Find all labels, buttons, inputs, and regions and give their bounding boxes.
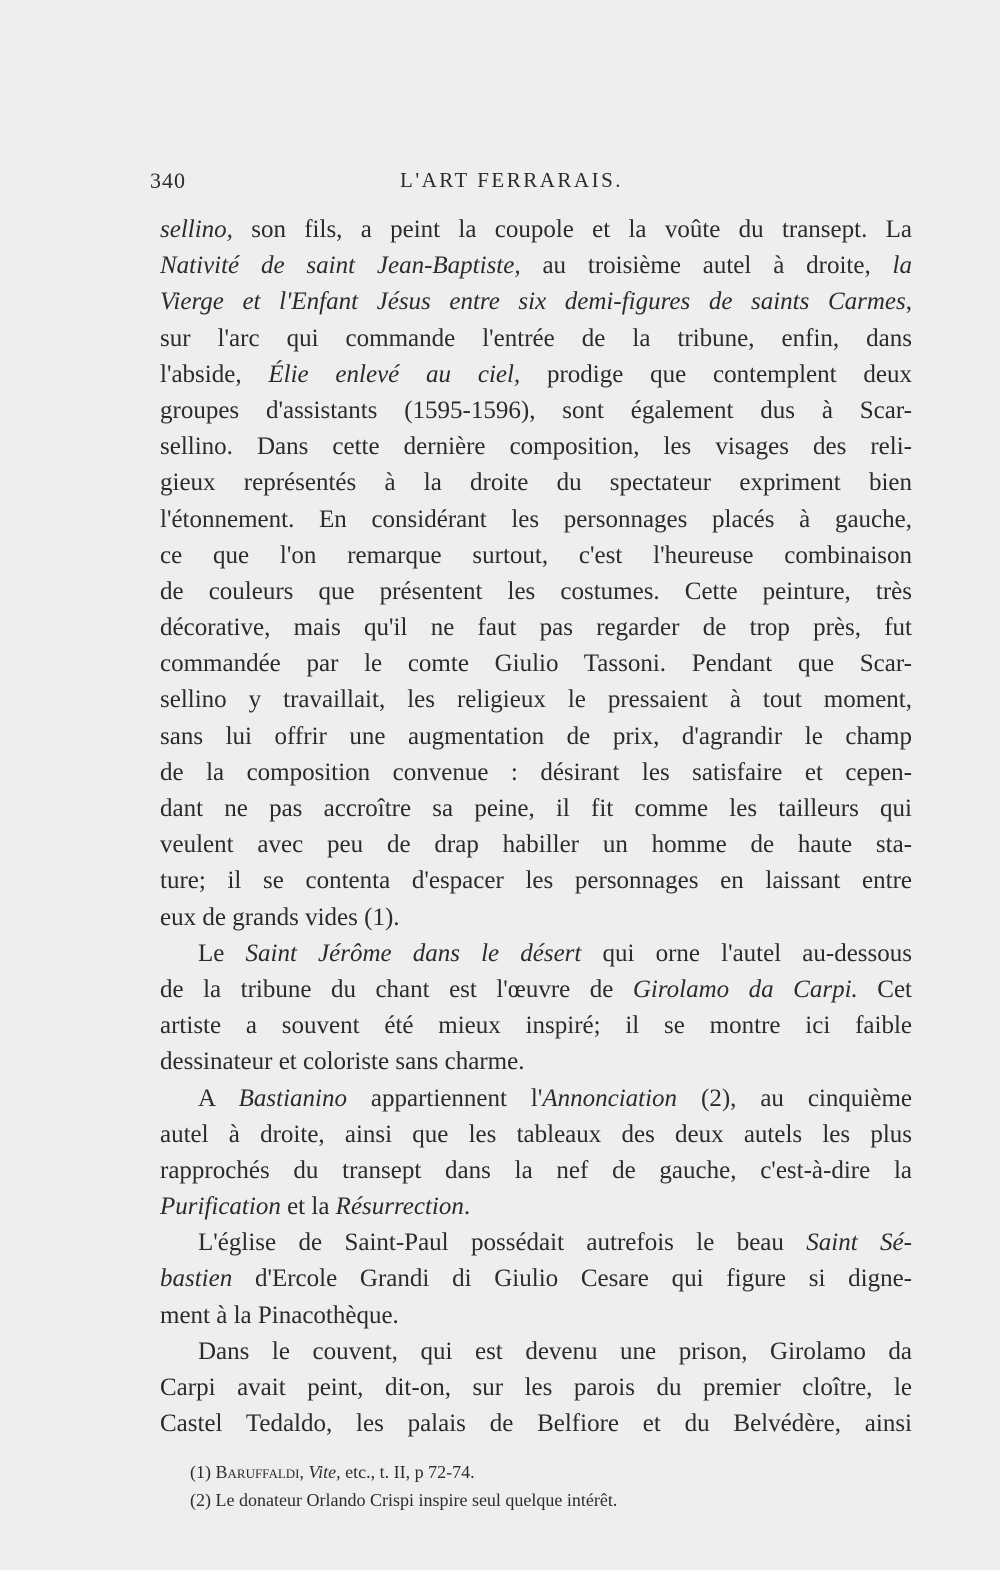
italic-text: Saint Sé- <box>806 1229 912 1257</box>
text-line <box>160 1081 912 1117</box>
text-line: dessinateur et coloriste sans charme. <box>160 1048 525 1076</box>
text-span: A <box>198 1084 239 1112</box>
text-span: prodige que contemplent deux <box>520 360 912 388</box>
text-line: de la composition convenue : désirant les satisfaire et cepen- <box>160 758 912 786</box>
text-line: dant ne pas accroître sa peine, il fit comme les tailleurs qui <box>160 795 912 822</box>
text-span: de la tribune du chant est l'œuvre de <box>160 975 633 1003</box>
footnote-number: (1) <box>190 1462 211 1482</box>
italic-text: Saint Jérôme dans le désert <box>245 939 582 967</box>
text-line: commandée par le comte Giulio Tassoni. Pendant que Scar- <box>160 650 912 678</box>
text-line: décorative, mais qu'il ne faut pas regarder de trop près, fut <box>160 614 912 642</box>
footnote-title: Vite <box>308 1462 337 1482</box>
text-span: (2), au cinquième <box>677 1084 912 1112</box>
text-line <box>160 936 912 972</box>
text-line: ce que l'on remarque surtout, c'est l'heureuse combinaison <box>160 541 912 569</box>
running-title: L'ART FERRARAIS. <box>400 168 624 192</box>
text-line: Castel Tedaldo, les palais de Belfiore et du Belvédère, ainsi <box>160 1410 912 1438</box>
text-line <box>160 284 912 320</box>
text-line <box>160 972 912 1008</box>
italic-text: Annonciation <box>542 1084 678 1112</box>
text-span: l'abside, <box>160 360 269 388</box>
footnotes <box>190 1458 910 1514</box>
text-span: , <box>905 288 912 316</box>
footnote-2 <box>190 1486 910 1514</box>
body-text <box>160 212 912 1442</box>
italic-text: Élie enlevé au ciel, <box>268 360 521 388</box>
footnote-text: , etc., t. II, p 72-74. <box>336 1462 475 1482</box>
italic-text: Vierge et l'Enfant Jésus entre six demi-figures de saints Carmes <box>160 288 906 316</box>
text-line: groupes d'assistants (1595-1596), sont également dus à Scar- <box>160 396 912 424</box>
text-line <box>160 212 912 248</box>
footnote-number: (2) <box>190 1490 211 1510</box>
text-line: ment à la Pinacothèque. <box>160 1301 399 1329</box>
text-line <box>160 1225 912 1261</box>
text-span: au troisième autel à droite, <box>520 252 893 280</box>
text-line <box>160 1261 912 1297</box>
italic-text: Bastianino <box>238 1084 347 1112</box>
text-span: Cet <box>857 975 912 1003</box>
page-number: 340 <box>150 168 186 193</box>
text-line: sellino y travaillait, les religieux le pressaient à tout moment, <box>160 686 912 714</box>
text-span: son fils, a peint la coupole et la voûte du transept. La <box>232 216 912 243</box>
text-span: appartiennent l' <box>346 1084 543 1112</box>
text-span: et la <box>280 1193 336 1221</box>
italic-text: la <box>892 252 912 280</box>
footnote-text: Le donateur Orlando Crispi inspire seul quelque intérêt. <box>215 1490 618 1510</box>
text-span: qui orne l'autel au-dessous <box>581 939 912 967</box>
footnote-author: Baruffaldi, <box>215 1462 304 1482</box>
italic-text: sellino, <box>160 216 233 243</box>
text-line: Carpi avait peint, dit-on, sur les parois du premier cloître, le <box>160 1374 912 1401</box>
text-line: artiste a souvent été mieux inspiré; il se montre ici faible <box>160 1012 912 1040</box>
text-line: veulent avec peu de drap habiller un homme de haute sta- <box>160 831 912 859</box>
text-line: Dans le couvent, qui est devenu une prison, Girolamo da <box>198 1337 912 1365</box>
text-span: L'église de Saint-Paul possédait autrefois le beau <box>198 1229 807 1257</box>
text-line: sellino. Dans cette dernière composition, les visages des reli- <box>160 433 912 461</box>
text-line: eux de grands vides (1). <box>160 903 400 931</box>
text-span: Le <box>198 939 246 967</box>
text-line: ture; il se contenta d'espacer les personnages en laissant entre <box>160 867 912 895</box>
text-line <box>160 357 912 393</box>
text-line: de couleurs que présentent les costumes. Cette peinture, très <box>160 577 912 605</box>
text-line: rapprochés du transept dans la nef de gauche, c'est-à-dire la <box>160 1156 912 1184</box>
text-line <box>160 1189 912 1225</box>
italic-text: Résurrection <box>335 1193 464 1221</box>
italic-text: Nativité de saint Jean-Baptiste, <box>160 252 521 280</box>
text-line: gieux représentés à la droite du spectateur expriment bien <box>160 469 912 497</box>
running-head <box>150 168 910 198</box>
text-line: sans lui offrir une augmentation de prix, d'agrandir le champ <box>160 722 912 750</box>
text-span: d'Ercole Grandi di Giulio Cesare qui figure si digne- <box>232 1265 912 1293</box>
footnote-1 <box>190 1458 910 1486</box>
text-line: l'étonnement. En considérant les personnages placés à gauche, <box>160 505 912 533</box>
text-line: autel à droite, ainsi que les tableaux des deux autels les plus <box>160 1120 912 1148</box>
text-line <box>160 248 912 284</box>
italic-text: bastien <box>160 1265 233 1293</box>
text-line: sur l'arc qui commande l'entrée de la tribune, enfin, dans <box>160 324 912 352</box>
italic-text: Girolamo da Carpi. <box>632 975 858 1003</box>
text-span: . <box>463 1193 471 1221</box>
italic-text: Purification <box>160 1193 281 1221</box>
